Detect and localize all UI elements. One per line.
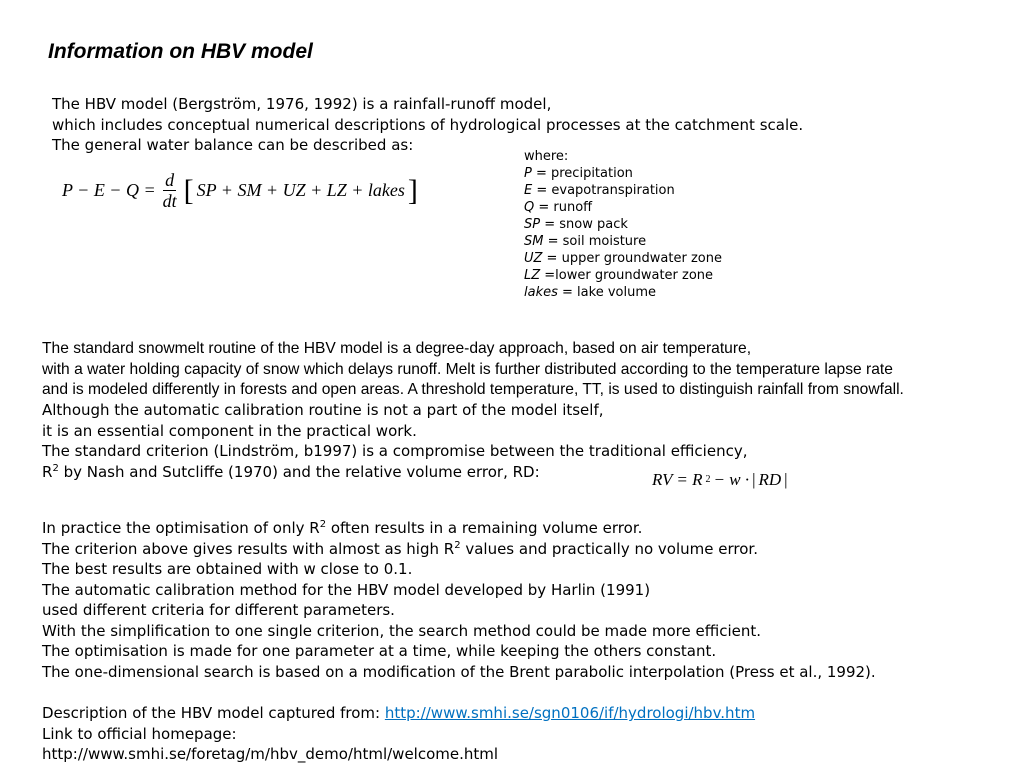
legend-symbol: UZ bbox=[524, 251, 543, 266]
practice-line bbox=[42, 518, 876, 539]
practice-line: The best results are obtained with w close to 0.1. bbox=[42, 560, 413, 578]
practice-text: values and practically no volume error. bbox=[460, 539, 758, 558]
calibration-line: it is an essential component in the practical work. bbox=[42, 421, 417, 440]
page-title: Information on HBV model bbox=[48, 40, 313, 63]
formula-terms: SP + SM + UZ + LZ + lakes bbox=[196, 180, 405, 200]
practice-line: The automatic calibration method for the HBV model developed by Harlin (1991) bbox=[42, 580, 651, 599]
legend-desc: = upper groundwater zone bbox=[542, 251, 722, 266]
legend-item bbox=[524, 250, 722, 267]
practice-line: used different criteria for different parameters. bbox=[42, 601, 395, 619]
legend-symbol: E bbox=[524, 183, 533, 198]
practice-line: With the simplification to one single criterion, the search method could be made more efficient. bbox=[42, 621, 762, 640]
captured-from-line bbox=[42, 703, 755, 724]
practice-paragraph bbox=[42, 518, 876, 682]
water-balance-formula bbox=[62, 170, 418, 211]
r2-superscript: 2 bbox=[454, 539, 461, 551]
legend-desc: = soil moisture bbox=[543, 234, 647, 249]
legend-symbol: LZ bbox=[524, 268, 541, 283]
legend-desc: =lower groundwater zone bbox=[540, 268, 714, 283]
legend-symbol: Q bbox=[524, 200, 535, 215]
intro-paragraph bbox=[52, 94, 803, 156]
legend-symbol: SM bbox=[524, 234, 544, 249]
legend-item bbox=[524, 267, 722, 284]
r2-superscript: 2 bbox=[52, 462, 59, 474]
legend-item bbox=[524, 165, 722, 182]
legend-symbol: SP bbox=[524, 217, 541, 232]
calibration-line-r2 bbox=[42, 462, 747, 483]
r2-superscript: 2 bbox=[319, 519, 327, 530]
captured-label: Description of the HBV model captured from: bbox=[42, 704, 385, 722]
legend-item bbox=[524, 199, 722, 216]
abs-bar-left: | bbox=[752, 470, 756, 489]
r2-text: by Nash and Sutcliffe (1970) and the relative volume error, RD: bbox=[58, 462, 540, 481]
legend-item bbox=[524, 284, 722, 301]
rv-lhs: RV = R bbox=[652, 470, 703, 489]
legend-desc: = lake volume bbox=[557, 285, 656, 300]
rv-formula: RV = R 2 − w · | RD | bbox=[652, 470, 788, 489]
formula-lhs: P − E − Q = bbox=[62, 180, 156, 200]
practice-text: In practice the optimisation of only R bbox=[42, 519, 320, 537]
legend-symbol: lakes bbox=[524, 285, 558, 300]
legend-desc: = precipitation bbox=[531, 166, 633, 181]
legend-item bbox=[524, 216, 722, 233]
practice-text: The criterion above gives results with almost as high R bbox=[42, 539, 455, 558]
formula-derivative bbox=[161, 170, 179, 211]
formula-bracket-open: [ bbox=[183, 173, 194, 207]
homepage-url: http://www.smhi.se/foretag/m/hbv_demo/html/welcome.html bbox=[42, 745, 499, 763]
variable-legend bbox=[524, 148, 722, 301]
legend-symbol: P bbox=[524, 166, 532, 181]
practice-line: The one-dimensional search is based on a modification of the Brent parabolic interpolation (Press et al., 1992). bbox=[42, 662, 876, 681]
abs-bar-right: | bbox=[784, 470, 788, 489]
calibration-line: The standard criterion (Lindström, b1997) is a compromise between the traditional efficiency, bbox=[42, 442, 748, 460]
smhi-hbv-link[interactable]: http://www.smhi.se/sgn0106/if/hydrologi/hbv.htm bbox=[384, 704, 756, 722]
calibration-line: Although the automatic calibration routine is not a part of the model itself, bbox=[42, 401, 604, 419]
legend-desc: = evapotranspiration bbox=[532, 183, 675, 198]
legend-item bbox=[524, 233, 722, 250]
snowmelt-line: and is modeled differently in forests and open areas. A threshold temperature, TT, is used to distinguish rainfall from snowfall. bbox=[42, 381, 904, 398]
practice-line bbox=[42, 539, 876, 560]
homepage-label: Link to official homepage: bbox=[42, 724, 237, 743]
r2-symbol: R bbox=[42, 462, 53, 481]
legend-desc: = snow pack bbox=[540, 217, 628, 232]
practice-text: often results in a remaining volume error. bbox=[326, 519, 643, 537]
footer-references bbox=[42, 703, 755, 765]
intro-line: which includes conceptual numerical descriptions of hydrological processes at the catchment scale. bbox=[52, 115, 804, 134]
rv-abs: RD bbox=[758, 470, 782, 489]
snowmelt-line: with a water holding capacity of snow which delays runoff. Melt is further distributed according to the temperature lapse rate bbox=[42, 360, 893, 378]
practice-line: The optimisation is made for one parameter at a time, while keeping the others constant. bbox=[42, 642, 717, 660]
rv-minus: − w · bbox=[713, 470, 750, 489]
calibration-paragraph bbox=[42, 400, 747, 482]
legend-item bbox=[524, 182, 722, 199]
intro-line: The HBV model (Bergström, 1976, 1992) is a rainfall-runoff model, bbox=[52, 95, 552, 113]
legend-header: where: bbox=[524, 149, 569, 164]
legend-desc: = runoff bbox=[534, 200, 593, 215]
intro-line: The general water balance can be described as: bbox=[52, 136, 414, 154]
snowmelt-paragraph bbox=[42, 339, 904, 401]
snowmelt-line: The standard snowmelt routine of the HBV model is a degree-day approach, based on air temperature, bbox=[42, 340, 752, 357]
formula-bracket-close: ] bbox=[407, 173, 418, 207]
formula-frac-den: dt bbox=[162, 191, 177, 211]
formula-frac-num: d bbox=[165, 170, 175, 190]
